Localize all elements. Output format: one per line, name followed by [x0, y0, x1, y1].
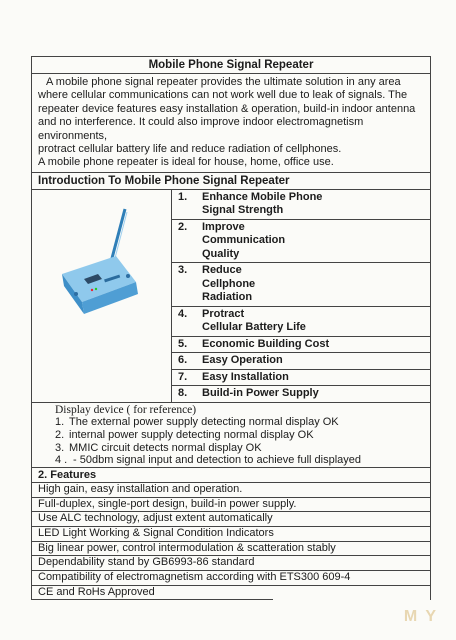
table-row: High gain, easy installation and operation. [32, 483, 430, 498]
list-item: 6. Easy Operation [172, 353, 430, 370]
spec-table [31, 56, 431, 600]
list-item: 4. Protract Cellular Battery Life [172, 307, 430, 337]
intro-line: and no interference. It could also improve indoor electromagnetism [38, 116, 364, 129]
features-title: 2. Features [32, 468, 430, 483]
table-row: Big linear power, control intermodulation & scatteration stably [32, 542, 430, 557]
intro-line: repeater device features easy installation & operation, build-in indoor antenna [38, 102, 416, 115]
intro-line: A mobile phone repeater is ideal for house, home, office use. [38, 156, 334, 169]
list-item: 5. Economic Building Cost [172, 337, 430, 354]
watermark-logo: M Y [403, 608, 438, 625]
repeater-device-icon [32, 190, 171, 388]
table-row: CE and RoHs Approved [32, 586, 273, 601]
intro-line: A mobile phone signal repeater provides the ultimate solution in any area [46, 76, 401, 88]
page-title: Mobile Phone Signal Repeater [32, 57, 430, 74]
list-item: 1. Enhance Mobile Phone Signal Strength [172, 190, 430, 220]
introduction-list [172, 190, 430, 402]
intro-paragraph [32, 74, 430, 173]
list-item: 8. Build-in Power Supply [178, 387, 319, 400]
list-item: 7. Easy Installation [172, 370, 430, 387]
intro-line: environments, [38, 129, 108, 142]
repeater-device-image [32, 190, 172, 402]
list-item: 3. MMIC circuit detects normal display OK [55, 441, 262, 454]
list-item: 2. internal power supply detecting normal display OK [55, 429, 314, 442]
display-heading: Display device ( for reference) [55, 403, 197, 416]
intro-line: where cellular communications can not work well due to leak of signals. The [38, 89, 408, 102]
list-item: 2. Improve Communication Quality [172, 220, 430, 264]
list-item: 1. The external power supply detecting normal display OK [55, 416, 339, 429]
table-row: Dependability stand by GB6993-86 standard [32, 556, 430, 571]
display-device-section [32, 403, 430, 468]
table-row: LED Light Working & Signal Condition Indicators [32, 527, 430, 542]
list-item: 3. Reduce Cellphone Radiation [172, 263, 430, 307]
document-page [31, 56, 431, 600]
introduction-title: Introduction To Mobile Phone Signal Repeater [32, 173, 430, 190]
table-row: Compatibility of electromagnetism according with ETS300 609-4 [32, 571, 430, 586]
table-row: Full-duplex, single-port design, build-in power supply. [32, 498, 430, 513]
table-row: Use ALC technology, adjust extent automatically [32, 512, 430, 527]
introduction-section [32, 190, 430, 403]
list-item: 4 . - 50dbm signal input and detection to achieve full displayed [55, 454, 362, 467]
intro-line: protract cellular battery life and reduce radiation of cellphones. [38, 143, 342, 156]
